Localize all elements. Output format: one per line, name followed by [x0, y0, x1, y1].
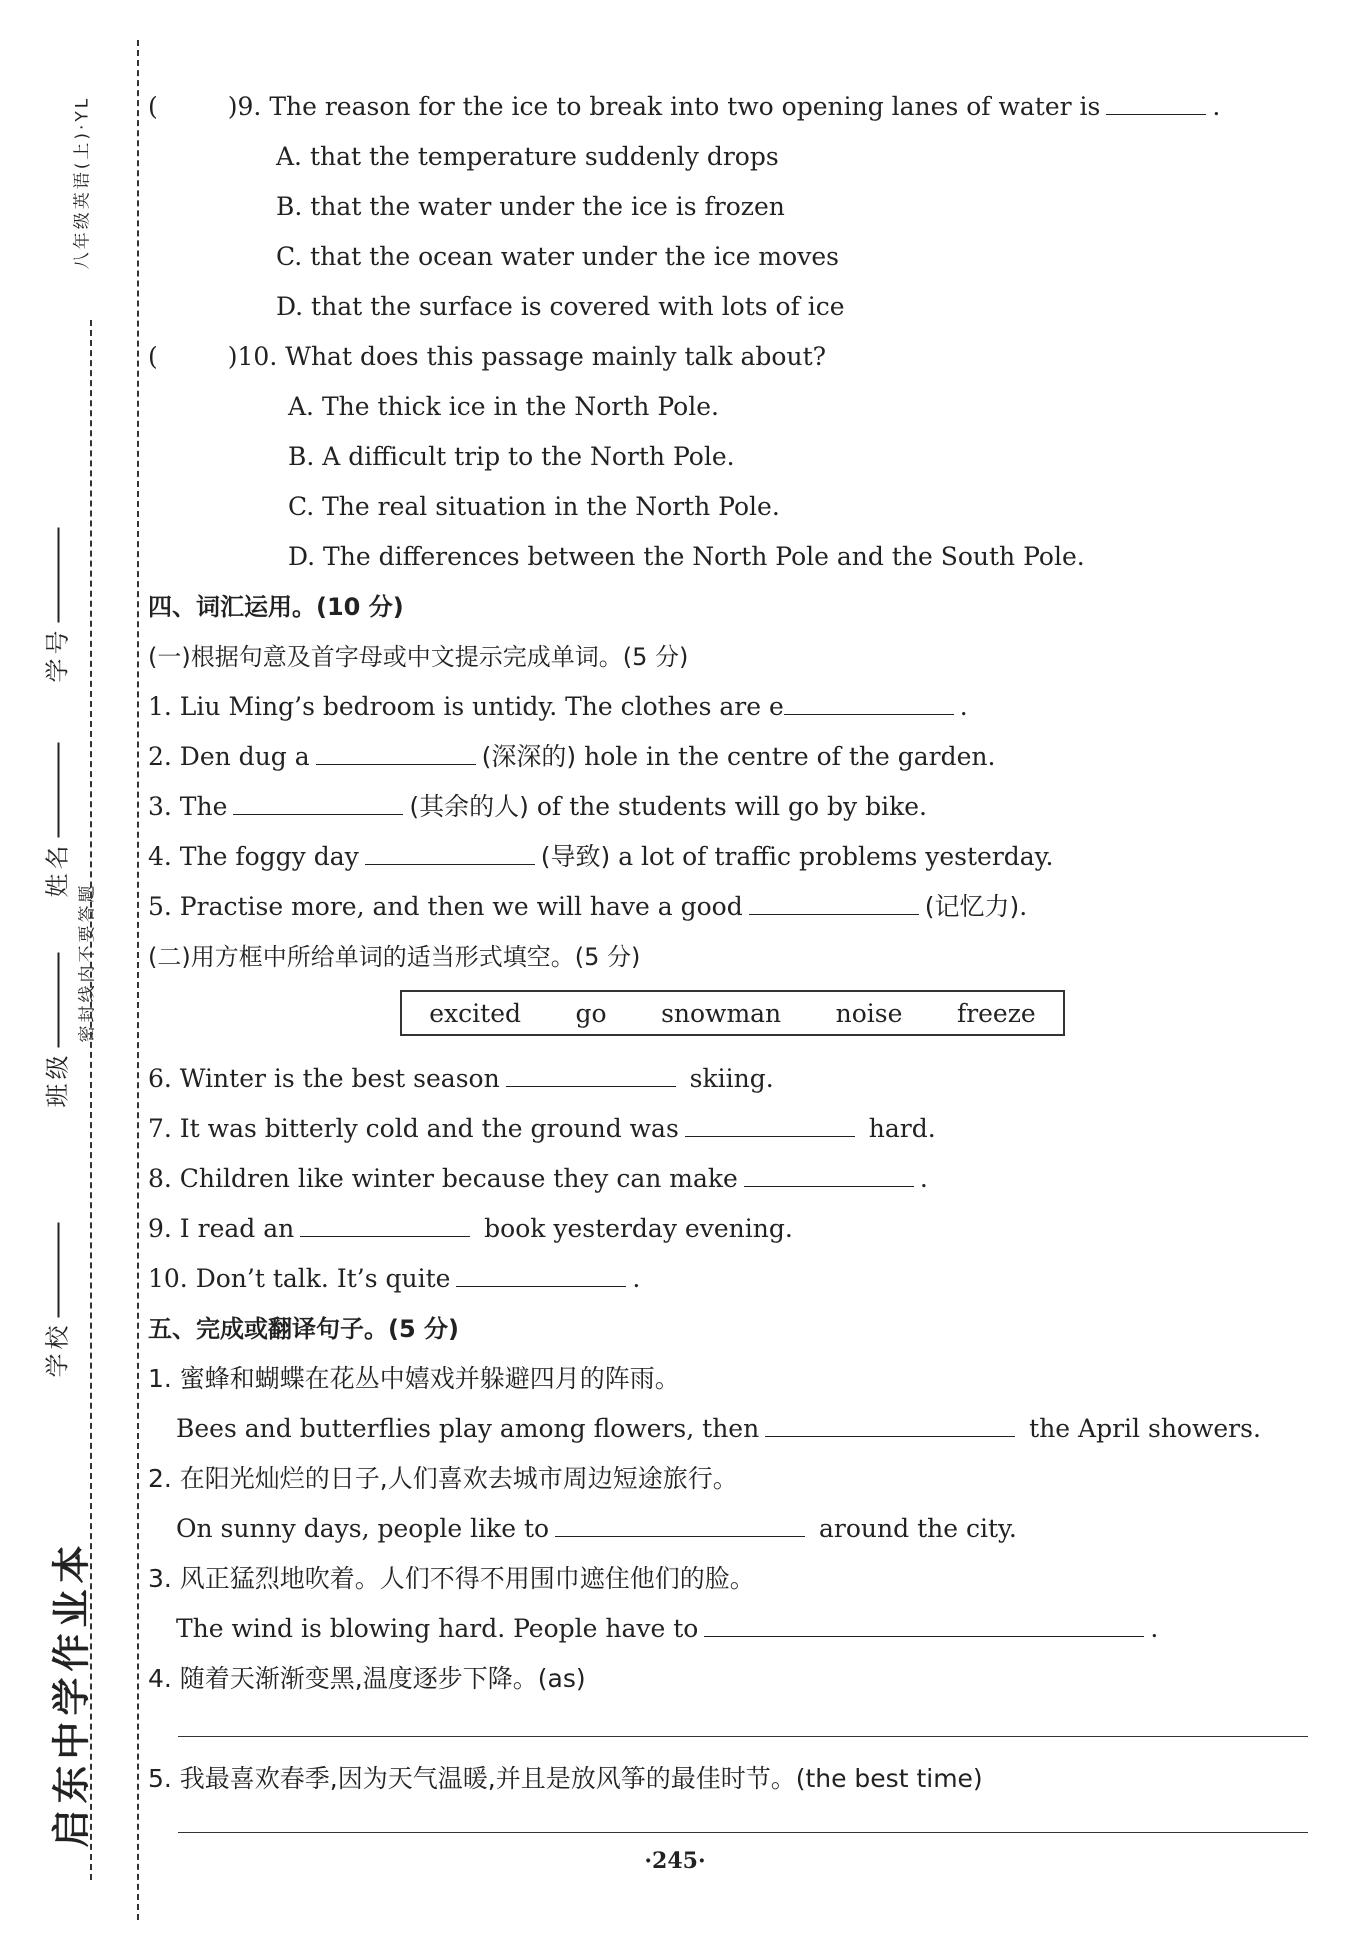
answer-blank[interactable]: [749, 884, 919, 915]
student-id-blank[interactable]: [58, 528, 60, 623]
class-field[interactable]: [38, 928, 73, 1108]
chinese-hint: (其余的人): [409, 792, 529, 821]
item-text: 10. Don’t talk. It’s quite: [148, 1264, 451, 1293]
answer-blank[interactable]: [456, 1256, 626, 1287]
translate-item-1-en: [148, 1404, 1328, 1454]
fill-item-6: [148, 1054, 1328, 1104]
item-text-after: hole in the centre of the garden.: [576, 742, 996, 771]
question-10: [148, 332, 1328, 382]
question-9: [148, 82, 1328, 132]
vocab-item-2: [148, 732, 1328, 782]
option-b: B. that the water under the ice is frozen: [276, 192, 785, 221]
chinese-hint: (深深的): [481, 742, 577, 771]
class-blank[interactable]: [58, 953, 60, 1048]
fill-item-10: [148, 1254, 1328, 1304]
answer-blank[interactable]: [300, 1206, 470, 1237]
translate-item-2-en: [148, 1504, 1328, 1554]
question-stem: What does this passage mainly talk about?: [285, 342, 827, 371]
question-number: 10.: [237, 342, 278, 371]
translate-item-3-en: [148, 1604, 1328, 1654]
item-text: 6. Winter is the best season: [148, 1064, 500, 1093]
translate-item-5-zh: 5. 我最喜欢春季,因为天气温暖,并且是放风筝的最佳时节。(the best time): [148, 1764, 983, 1793]
binding-dashed-line: [137, 40, 139, 1920]
school-field[interactable]: [38, 1198, 73, 1378]
translate-item-1-zh: 1. 蜜蜂和蝴蝶在花丛中嬉戏并躲避四月的阵雨。: [148, 1364, 680, 1393]
answer-paren-open: (: [148, 342, 158, 371]
item-text: 5. Practise more, and then we will have a good: [148, 892, 743, 921]
item-text: 2. Den dug a: [148, 742, 310, 771]
item-text-after: book yesterday evening.: [476, 1214, 793, 1243]
translate-answer-line-5[interactable]: [178, 1832, 1308, 1833]
translate-item-2-zh: 2. 在阳光灿烂的日子,人们喜欢去城市周边短途旅行。: [148, 1464, 738, 1493]
item-text-after: .: [1150, 1614, 1159, 1643]
course-label: 八年级英语(上)·YL: [72, 95, 93, 270]
vocab-item-1: [148, 682, 1328, 732]
section-4-part1-title: (一)根据句意及首字母或中文提示完成单词。(5 分): [148, 643, 689, 671]
fill-item-7: [148, 1104, 1328, 1154]
item-text-after: the April showers.: [1021, 1414, 1261, 1443]
item-text: 7. It was bitterly cold and the ground was: [148, 1114, 679, 1143]
item-text-after: hard.: [860, 1114, 936, 1143]
option-b: B. A difficult trip to the North Pole.: [288, 442, 735, 471]
answer-area-4: [148, 1704, 1328, 1754]
answer-blank[interactable]: [765, 1406, 1015, 1437]
worksheet-content: [148, 82, 1328, 1804]
student-id-field[interactable]: [38, 503, 73, 683]
item-text: 8. Children like winter because they can make: [148, 1164, 738, 1193]
item-text-after: of the students will go by bike.: [528, 792, 927, 821]
section-4-title: 四、词汇运用。(10 分): [148, 593, 404, 621]
option-a: A. that the temperature suddenly drops: [276, 142, 779, 171]
answer-blank[interactable]: [1106, 84, 1206, 115]
seal-dashed-line: [90, 320, 92, 1880]
item-text: The wind is blowing hard. People have to: [176, 1614, 699, 1643]
word-box-item: excited: [429, 998, 521, 1028]
item-text: On sunny days, people like to: [176, 1514, 550, 1543]
item-text-after: a lot of traffic problems yesterday.: [610, 842, 1054, 871]
vocab-item-4: [148, 832, 1328, 882]
option-d: D. that the surface is covered with lots of ice: [276, 292, 845, 321]
option-c: C. The real situation in the North Pole.: [288, 492, 780, 521]
item-text-after: around the city.: [811, 1514, 1017, 1543]
question-end: .: [1212, 92, 1221, 121]
translate-item-3-zh: 3. 风正猛烈地吹着。人们不得不用围巾遮住他们的脸。: [148, 1564, 755, 1593]
word-box-item: freeze: [956, 998, 1036, 1028]
item-text: Bees and butterflies play among flowers, then: [176, 1414, 760, 1443]
answer-blank[interactable]: [685, 1106, 855, 1137]
translate-answer-line-4[interactable]: [178, 1736, 1308, 1737]
name-label: 姓名: [43, 841, 72, 898]
student-id-label: 学号: [43, 626, 72, 683]
answer-paren-close: ): [227, 92, 238, 121]
answer-blank[interactable]: [365, 834, 535, 865]
translate-item-4-zh: 4. 随着天渐渐变黑,温度逐步下降。(as): [148, 1664, 586, 1693]
school-blank[interactable]: [58, 1223, 60, 1318]
option-c: C. that the ocean water under the ice moves: [276, 242, 839, 271]
word-box-item: go: [575, 998, 607, 1028]
section-4-part2-title: (二)用方框中所给单词的适当形式填空。(5 分): [148, 943, 641, 971]
name-field[interactable]: [38, 718, 73, 898]
item-text-after: .: [1019, 892, 1028, 921]
question-number: 9.: [237, 92, 262, 121]
answer-blank[interactable]: [744, 1156, 914, 1187]
chinese-hint: (记忆力): [924, 892, 1020, 921]
answer-paren-close: ): [227, 342, 238, 371]
item-text: 4. The foggy day: [148, 842, 359, 871]
vocab-item-5: [148, 882, 1328, 932]
vocab-item-3: [148, 782, 1328, 832]
option-a: A. The thick ice in the North Pole.: [288, 392, 719, 421]
word-box-item: noise: [835, 998, 903, 1028]
answer-blank[interactable]: [506, 1056, 676, 1087]
answer-blank[interactable]: [316, 734, 476, 765]
item-text-after: .: [959, 692, 968, 721]
name-blank[interactable]: [58, 743, 60, 838]
book-title: 启东中学作业本: [49, 1539, 94, 1848]
page-number: ·245·: [644, 1848, 706, 1874]
answer-blank[interactable]: [233, 784, 403, 815]
answer-blank[interactable]: [784, 684, 954, 715]
seal-note: 密封线内不要答题: [77, 882, 98, 1043]
question-stem: The reason for the ice to break into two opening lanes of water is: [269, 92, 1101, 121]
option-d: D. The differences between the North Pole and the South Pole.: [288, 542, 1085, 571]
item-text: 9. I read an: [148, 1214, 295, 1243]
item-text-after: .: [919, 1164, 928, 1193]
word-box-item: snowman: [661, 998, 782, 1028]
fill-item-8: [148, 1154, 1328, 1204]
school-label: 学校: [43, 1321, 72, 1378]
answer-paren-open: (: [148, 92, 158, 121]
answer-blank[interactable]: [555, 1506, 805, 1537]
item-text: 3. The: [148, 792, 228, 821]
item-text: 1. Liu Ming’s bedroom is untidy. The clothes are e: [148, 692, 784, 721]
item-text-after: skiing.: [681, 1064, 774, 1093]
word-box: [400, 990, 1065, 1036]
answer-blank[interactable]: [704, 1606, 1144, 1637]
class-label: 班级: [43, 1051, 72, 1108]
fill-item-9: [148, 1204, 1328, 1254]
item-text-after: .: [632, 1264, 641, 1293]
chinese-hint: (导致): [540, 842, 611, 871]
section-5-title: 五、完成或翻译句子。(5 分): [148, 1315, 459, 1343]
